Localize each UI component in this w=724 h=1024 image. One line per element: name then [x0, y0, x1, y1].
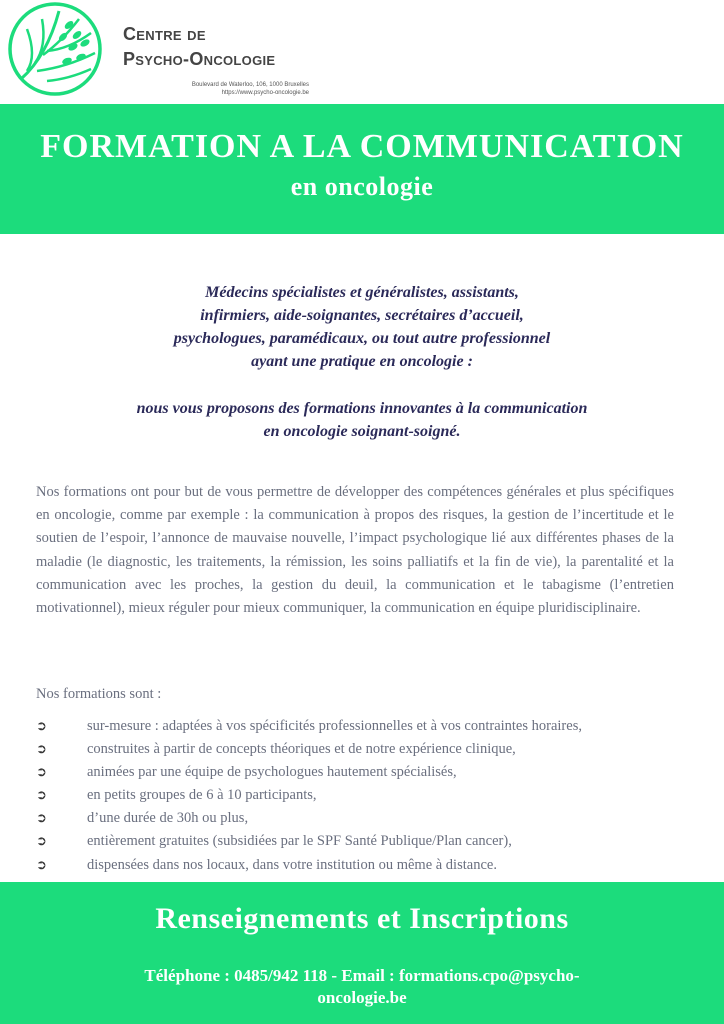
- audience-line: psychologues, paramédicaux, ou tout autre professionnel: [173, 330, 551, 347]
- list-item: [36, 808, 696, 831]
- organization-name-line2: Psycho-Oncologie: [123, 49, 276, 69]
- proposal-statement: [20, 397, 704, 443]
- organization-address: Boulevard de Waterloo, 106, 1000 Bruxelles: [191, 82, 309, 88]
- proposal-line: nous vous proposons des formations innovantes à la communication: [136, 400, 588, 417]
- list-item-text: en petits groupes de 6 à 10 participants,: [87, 787, 317, 804]
- arrow-bullet-icon: ➲: [36, 764, 47, 780]
- list-item: [36, 762, 696, 785]
- organization-name: [123, 22, 275, 72]
- page-subtitle: en oncologie: [290, 172, 434, 201]
- list-item-text: dispensées dans nos locaux, dans votre institution ou même à distance.: [87, 856, 497, 873]
- list-item-text: construites à partir de concepts théoriques et de notre expérience clinique,: [87, 741, 516, 758]
- list-item: [36, 831, 696, 854]
- list-item-text: entièrement gratuites (subsidiées par le SPF Santé Publique/Plan cancer),: [87, 833, 512, 850]
- title-banner: [0, 104, 724, 234]
- arrow-bullet-icon: ➲: [36, 833, 47, 849]
- organization-website[interactable]: https://www.psycho-oncologie.be: [221, 90, 309, 96]
- organization-name-line1: Centre de: [123, 24, 206, 44]
- proposal-line: en oncologie soignant-soigné.: [263, 423, 461, 440]
- audience-line: Médecins spécialistes et généralistes, assistants,: [205, 284, 519, 301]
- list-item: [36, 785, 696, 808]
- tree-logo-icon: [7, 1, 103, 97]
- list-item: [36, 739, 696, 762]
- audience-line: infirmiers, aide-soignantes, secrétaires d’accueil,: [200, 307, 524, 324]
- audience-statement: [60, 281, 664, 373]
- arrow-bullet-icon: ➲: [36, 856, 47, 872]
- page-title: FORMATION A LA COMMUNICATION: [40, 128, 684, 165]
- list-item-text: sur-mesure : adaptées à vos spécificités professionnelles et à vos contraintes horaires,: [87, 718, 582, 734]
- list-item: [36, 855, 696, 878]
- arrow-bullet-icon: ➲: [36, 810, 47, 826]
- list-intro: Nos formations sont :: [36, 686, 162, 702]
- list-item-text: d’une durée de 30h ou plus,: [87, 810, 249, 827]
- arrow-bullet-icon: ➲: [36, 718, 47, 733]
- footer-title: Renseignements et Inscriptions: [155, 902, 569, 935]
- arrow-bullet-icon: ➲: [36, 787, 47, 803]
- contact-line[interactable]: Téléphone : 0485/942 118 - Email : formations.cpo@psycho-: [144, 966, 580, 985]
- description-paragraph: Nos formations ont pour but de vous permettre de développer des compétences générales et plus spécifiques en oncologie, comme par exemple : la communication à propos des risques, la gestion de l’incertitude et le soutien de l’espoir, l’annonce de mauvaise nouvelle, l’impact psychologique lié aux différentes phases de la maladie (le diagnostic, les traitements, la rémission, les soins palliatifs et la fin de vie), la parentalité et la communication avec les proches, la gestion du deuil, la communication et le tabagisme (l’entretien motivationnel), mieux réguler pour mieux communiquer, la communication en équipe pluridisciplinaire.: [36, 484, 674, 617]
- organization-address-block: [123, 81, 309, 97]
- arrow-bullet-icon: ➲: [36, 741, 47, 757]
- contact-line[interactable]: oncologie.be: [317, 988, 407, 1007]
- contact-info: [40, 965, 684, 1009]
- audience-line: ayant une pratique en oncologie :: [251, 353, 473, 370]
- header: [0, 0, 724, 104]
- features-list: [36, 716, 696, 878]
- list-item-text: animées par une équipe de psychologues hautement spécialisés,: [87, 764, 457, 781]
- list-item: [36, 716, 696, 739]
